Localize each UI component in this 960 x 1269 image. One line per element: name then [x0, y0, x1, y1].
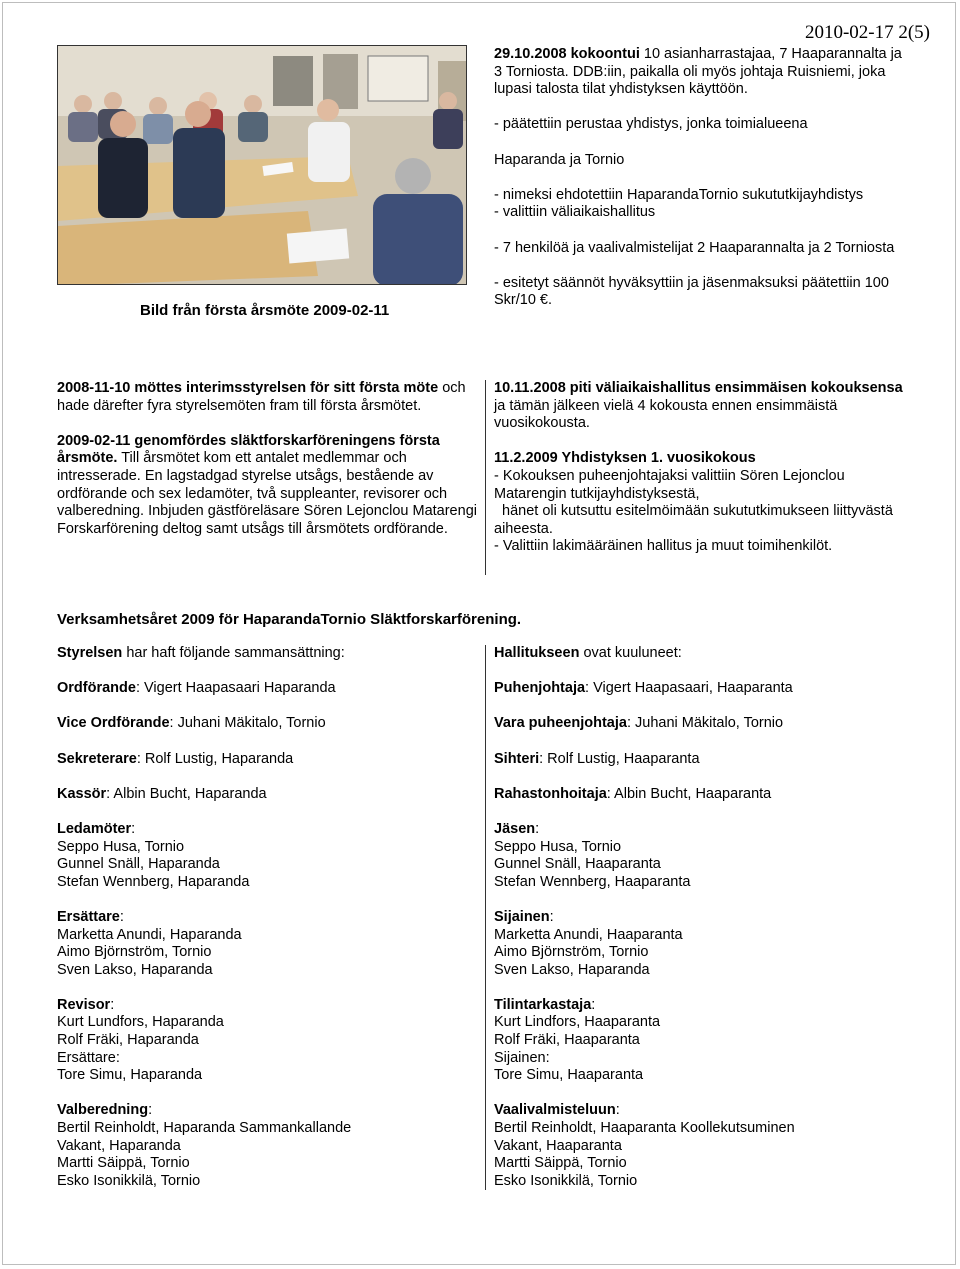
substitute-name: Aimo Björnström, Tornio: [494, 944, 649, 961]
vice-chair-label: Vara puheenjohtaja: [494, 715, 627, 732]
board-intro-label: Styrelsen: [57, 645, 123, 661]
member-name: Gunnel Snäll, Haaparanta: [494, 856, 661, 873]
nomination-name: Bertil Reinholdt, Haaparanta Koollekutsuminen: [494, 1120, 795, 1137]
first-annual-meeting-heading: 11.2.2009 Yhdistyksen 1. vuosikokous: [494, 450, 756, 467]
secretary-value: : Rolf Lustig, Haparanda: [136, 750, 294, 767]
auditor-colon: :: [591, 996, 596, 1013]
nomination-label: Valberedning: [57, 1102, 149, 1119]
secretary-label: Sihteri: [494, 750, 540, 767]
treasurer-value: : Albin Bucht, Haparanda: [106, 785, 267, 802]
treasurer-label: Rahastonhoitaja: [494, 785, 607, 802]
member-name: Stefan Wennberg, Haaparanta: [494, 873, 691, 890]
photo-caption: Bild från första årsmöte 2009-02-11: [140, 302, 390, 319]
decision-area: Haparanda ja Tornio: [494, 151, 625, 168]
auditor-label: Revisor: [57, 996, 111, 1013]
substitute-name: Marketta Anundi, Haaparanta: [494, 926, 683, 943]
auditor-colon: :: [110, 996, 115, 1013]
decision-rules: - esitetyt säännöt hyväksyttiin ja jäsenmaksuksi päätettiin 100 Skr/10 €.: [494, 274, 889, 309]
nomination-name: Vakant, Haparanda: [57, 1137, 181, 1154]
members-label: Ledamöter: [57, 820, 132, 837]
nomination-name: Martti Säippä, Tornio: [494, 1155, 627, 1172]
nomination-label: Vaalivalmisteluun: [494, 1102, 616, 1119]
chair-value: : Vigert Haapasaari Haparanda: [135, 680, 336, 697]
page-reference: 2010-02-17 2(5): [804, 22, 930, 43]
decision-name: - nimeksi ehdotettiin HaparandaTornio sukututkijayhdistys: [494, 186, 864, 203]
substitutes-colon: :: [119, 908, 124, 925]
auditor-name: Rolf Fräki, Haparanda: [57, 1032, 199, 1049]
members-label: Jäsen: [494, 820, 536, 837]
founding-date: 29.10.2008 kokoontui: [494, 46, 640, 62]
nomination-name: Bertil Reinholdt, Haparanda Sammankallande: [57, 1120, 352, 1137]
nomination-colon: :: [148, 1102, 153, 1119]
auditor-substitute-name: Tore Simu, Haparanda: [57, 1067, 203, 1084]
treasurer-value: : Albin Bucht, Haaparanta: [606, 785, 772, 802]
interim-board-text: och hade därefter fyra styrelsemöten fram till första årsmötet.: [57, 380, 466, 414]
swedish-board-roster: [57, 645, 477, 1208]
annual-meeting-text: Till årsmötet kom ett antalet medlemmar och intresserade. En lagstadgad styrelse utsågs, bestående av ordförande och sex ledamöter, två suppleanter, revisorer och valberedning. Inbjuden gästföreläsare Sören Lejonclou Matarengi Forskarförening deltog samt utsågs till årsmötets ordförande.: [57, 450, 477, 537]
members-colon: :: [535, 820, 540, 837]
nomination-name: Vakant, Haaparanta: [494, 1137, 622, 1154]
auditor-substitute-name: Tore Simu, Haaparanta: [494, 1067, 644, 1084]
treasurer-label: Kassör: [57, 785, 107, 802]
decision-association: - päätettiin perustaa yhdistys, jonka toimialueena: [494, 116, 808, 133]
auditor-substitute-label: Sijainen:: [494, 1049, 550, 1066]
substitutes-label: Ersättare: [57, 908, 120, 925]
vice-chair-value: : Juhani Mäkitalo, Tornio: [626, 715, 784, 732]
members-colon: :: [131, 820, 136, 837]
column-divider-top: [485, 380, 486, 575]
auditor-name: Kurt Lindfors, Haaparanta: [494, 1014, 661, 1031]
substitute-name: Sven Lakso, Haparanda: [57, 961, 213, 978]
substitute-name: Sven Lakso, Haparanda: [494, 961, 650, 978]
board-elected-line: - Valittiin lakimääräinen hallitus ja muut toimihenkilöt.: [494, 538, 833, 555]
secretary-label: Sekreterare: [57, 750, 137, 767]
board-intro-text: ovat kuuluneet:: [579, 645, 682, 661]
auditor-substitute-label: Ersättare:: [57, 1049, 120, 1066]
lecture-line: hänet oli kutsuttu esitelmöimään sukututkimukseen liittyvästä aiheesta.: [494, 503, 893, 537]
member-name: Seppo Husa, Tornio: [494, 838, 622, 855]
interim-meeting-heading: 10.11.2008 piti väliaikaishallitus ensimmäisen kokouksensa: [494, 380, 903, 396]
substitute-name: Marketta Anundi, Haparanda: [57, 926, 242, 943]
decision-members: - 7 henkilöä ja vaalivalmistelijat 2 Haaparannalta ja 2 Torniosta: [494, 239, 895, 256]
interim-board-heading: 2008-11-10 möttes interimsstyrelsen för sitt första möte: [57, 380, 439, 396]
secretary-value: : Rolf Lustig, Haaparanta: [539, 750, 700, 767]
finnish-founding-text: [494, 46, 904, 328]
finnish-board-roster: [494, 645, 914, 1208]
substitutes-colon: :: [549, 908, 554, 925]
chairman-line: - Kokouksen puheenjohtajaksi valittiin Sören Lejonclou Matarengin tutkijayhdistyksestä,: [494, 467, 845, 502]
nomination-name: Esko Isonikkilä, Tornio: [57, 1172, 201, 1189]
annual-meeting-heading: 2009-02-11 genomfördes släktforskarföreningens första årsmöte.: [57, 432, 440, 467]
board-intro-label: Hallitukseen: [494, 645, 580, 661]
swedish-history-text: [57, 380, 477, 556]
nomination-colon: :: [615, 1102, 620, 1119]
member-name: Stefan Wennberg, Haparanda: [57, 873, 250, 890]
meeting-photo: [57, 45, 467, 285]
auditor-label: Tilintarkastaja: [494, 996, 592, 1013]
substitute-name: Aimo Björnström, Tornio: [57, 944, 212, 961]
member-name: Seppo Husa, Tornio: [57, 838, 185, 855]
chair-label: Puhenjohtaja: [494, 680, 586, 697]
nomination-name: Esko Isonikkilä, Tornio: [494, 1172, 638, 1189]
founding-text: 10 asianharrastajaa, 7 Haaparannalta ja 3 Torniosta. DDB:iin, paikalla oli myös johtaja Ruisniemi, joka lupasi talosta tilat yhdistyksen käyttöön.: [494, 46, 902, 98]
substitutes-label: Sijainen: [494, 908, 550, 925]
finnish-history-text: [494, 380, 904, 574]
chair-value: : Vigert Haapasaari, Haaparanta: [585, 680, 793, 697]
vice-chair-value: : Juhani Mäkitalo, Tornio: [169, 715, 326, 732]
auditor-name: Rolf Fräki, Haaparanta: [494, 1032, 640, 1049]
chair-label: Ordförande: [57, 680, 136, 697]
column-divider-bottom: [485, 645, 486, 1190]
interim-meeting-text: ja tämän jälkeen vielä 4 kokousta ennen ensimmäistä vuosikokousta.: [494, 397, 838, 432]
section-title: Verksamhetsåret 2009 för HaparandaTornio Släktforskarförening.: [57, 611, 522, 628]
nomination-name: Martti Säippä, Tornio: [57, 1155, 190, 1172]
board-intro-text: har haft följande sammansättning:: [122, 645, 345, 661]
decision-interim-board: - valittiin väliaikaishallitus: [494, 204, 656, 221]
auditor-name: Kurt Lundfors, Haparanda: [57, 1014, 224, 1031]
member-name: Gunnel Snäll, Haparanda: [57, 856, 220, 873]
vice-chair-label: Vice Ordförande: [57, 715, 170, 732]
